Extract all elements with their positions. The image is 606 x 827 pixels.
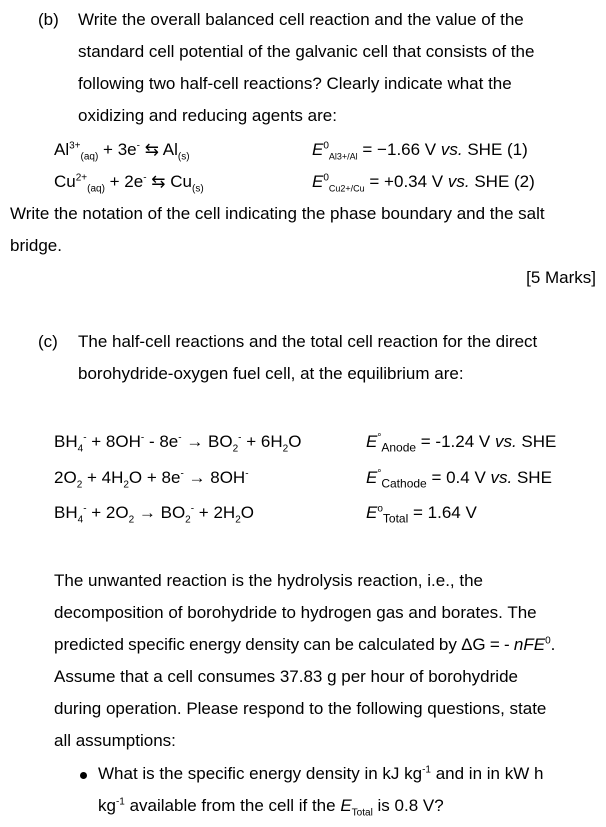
para-line-2: decomposition of borohydride to hydrogen gas and borates. The xyxy=(54,603,537,622)
potential-aluminium: $E^0_{Al3+/Al} = -1.66$ V vs. SHE (1) xyxy=(312,140,528,162)
potential-copper: $E^0_{Cu2+/Cu} = +0.34$ V vs. SHE (2) xyxy=(312,172,535,194)
part-b-line-4: oxidizing and reducing agents are: xyxy=(78,106,337,125)
part-b-line-2: standard cell potential of the galvanic cell that consists of the xyxy=(78,42,535,61)
marks: [5 Marks] xyxy=(526,268,596,287)
bullet-icon xyxy=(80,772,87,779)
part-c-line-2: borohydride-oxygen fuel cell, at the equilibrium are: xyxy=(78,364,464,383)
para-line-4: Assume that a cell consumes 37.83 g per hour of borohydride xyxy=(54,667,518,686)
para-line-3: predicted specific energy density can be calculated by ΔG = - nFE$^0$. xyxy=(54,635,556,654)
anode-reaction: $BH_4^- + 8OH^- - 8e^- \to BO_2^- + 6H_2O$ xyxy=(54,432,302,455)
question-line-1: What is the specific energy density in kJ $kg^{-1}$ and in in kW h xyxy=(98,764,544,783)
notation-line-2: bridge. xyxy=(10,236,62,255)
part-c-line-1: The half-cell reactions and the total cell reaction for the direct xyxy=(78,332,538,351)
cathode-potential: $E^\circ_{Cathode} = 0.4$ V vs. SHE xyxy=(366,468,552,491)
half-reaction-aluminium: $Al^{3+}_{(aq)} + 3e^-$ ⇆ $Al_{(s)}$ xyxy=(54,140,190,163)
part-b-line-1: Write the overall balanced cell reaction and the value of the xyxy=(78,10,524,29)
notation-line-1: Write the notation of the cell indicating the phase boundary and the salt xyxy=(10,204,545,223)
cathode-reaction: $2O_2 + 4H_2O + 8e^- \to 8OH^-$ xyxy=(54,468,249,491)
anode-potential: $E^\circ_{Anode} = -1.24$ V vs. SHE xyxy=(366,432,557,455)
total-reaction: $BH_4^- + 2O_2 \to BO_2^- + 2H_2O$ xyxy=(54,503,254,526)
question-line-2: $kg^{-1}$ available from the cell if the $E_{Total}$ is 0.8 V? xyxy=(98,796,444,819)
total-potential: $E^o_{Total} = 1.64$ V xyxy=(366,503,477,526)
part-c-label: (c) xyxy=(38,332,58,351)
half-reaction-copper: $Cu^{2+}_{(aq)} + 2e^-$ ⇆ $Cu_{(s)}$ xyxy=(54,172,204,195)
para-line-5: during operation. Please respond to the following questions, state xyxy=(54,699,547,718)
para-line-6: all assumptions: xyxy=(54,731,176,750)
part-b-line-3: following two half-cell reactions? Clearly indicate what the xyxy=(78,74,512,93)
para-line-1: The unwanted reaction is the hydrolysis reaction, i.e., the xyxy=(54,571,484,590)
part-b-label: (b) xyxy=(38,10,59,29)
